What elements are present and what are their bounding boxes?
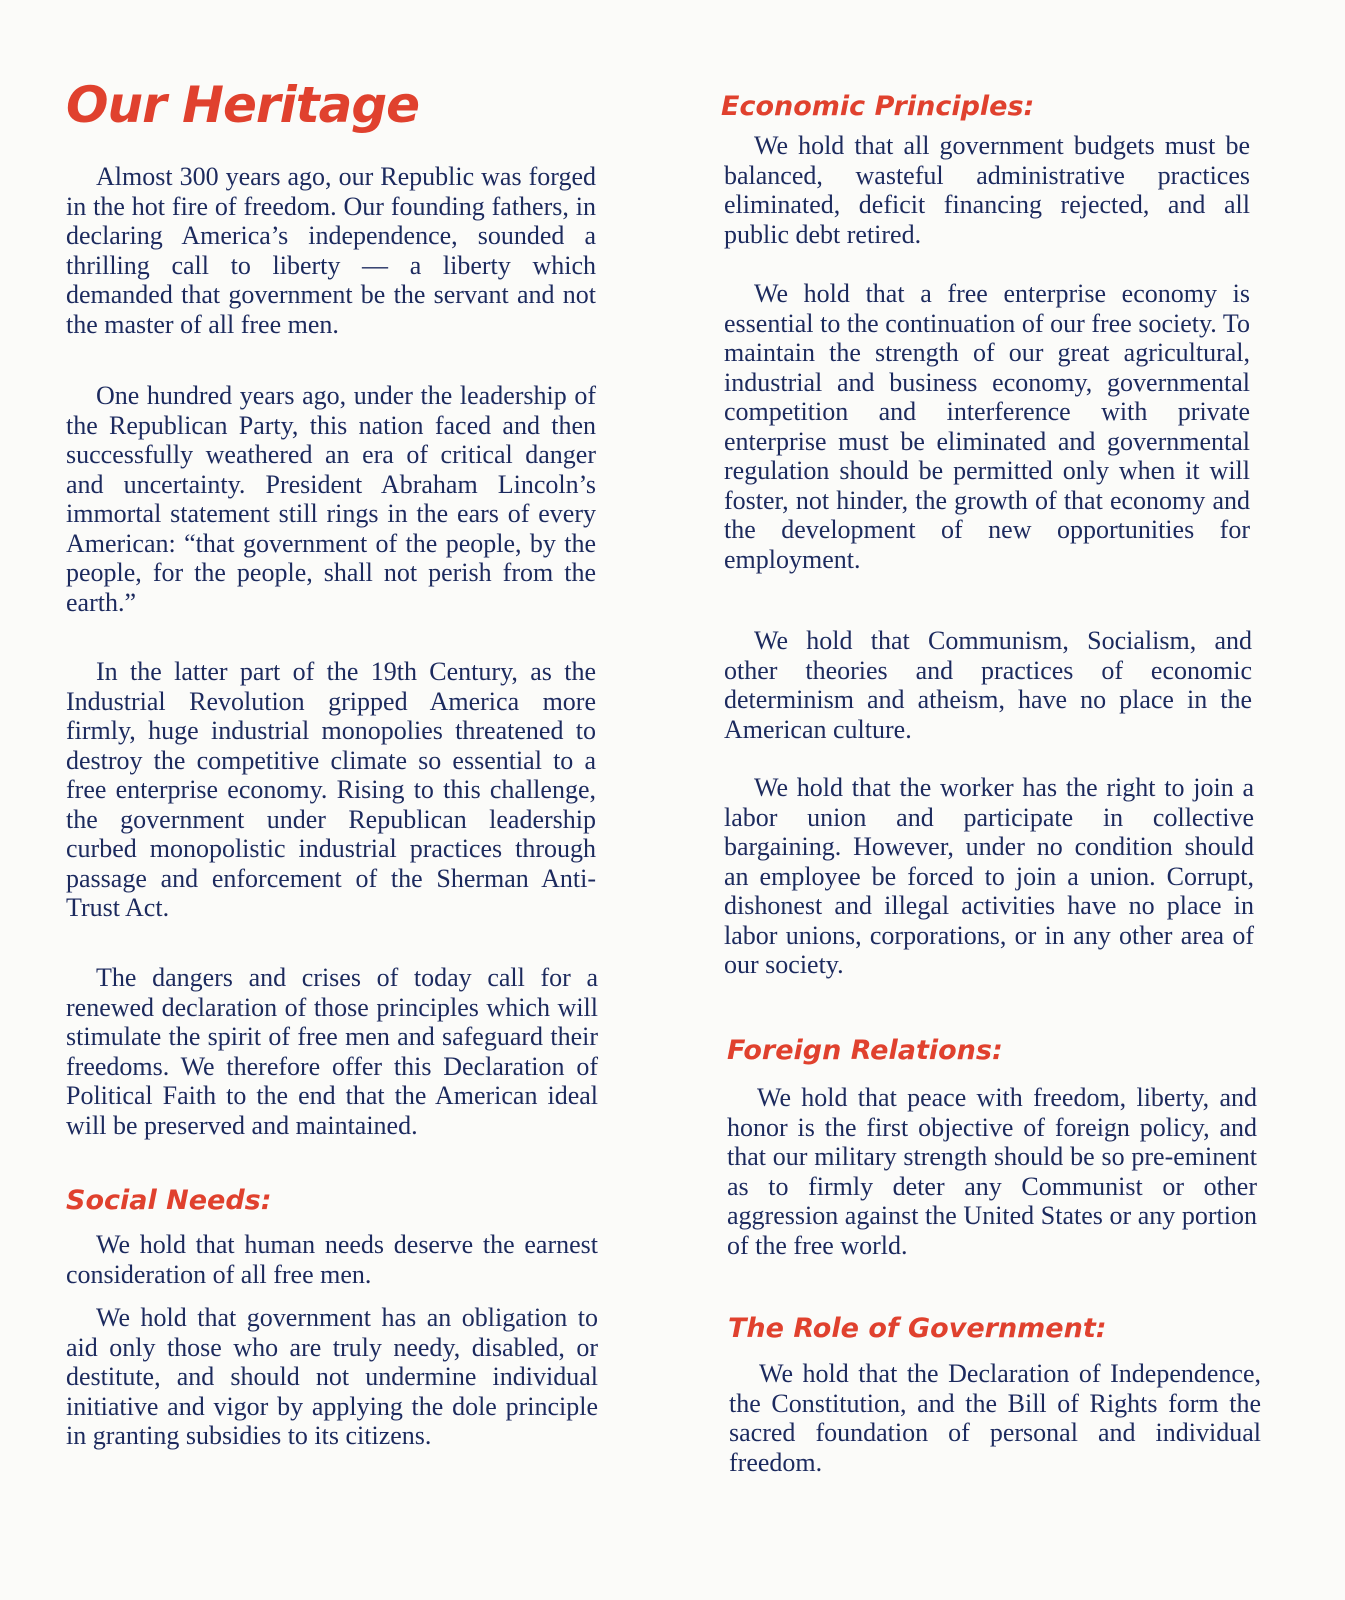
social-needs-paragraph-1: We hold that human needs deserve the earnest consideration of all free men. bbox=[66, 1230, 598, 1289]
social-needs-paragraph-2: We hold that government has an obligation to aid only those who are truly needy, disabled, or destitute, and should not undermine individual initiative and vigor by applying the dole principle in granting subsidies to its citizens. bbox=[66, 1303, 598, 1450]
economic-principles-heading: Economic Principles: bbox=[721, 91, 1035, 122]
foreign-relations-paragraph-1: We hold that peace with freedom, liberty, and honor is the first objective of foreign policy, and that our military strength should be so pre-eminent as to firmly deter any Communist or other aggression against the United States or any portion of the free world. bbox=[727, 1083, 1257, 1260]
social-needs-heading: Social Needs: bbox=[66, 1185, 272, 1216]
heritage-paragraph-3: In the latter part of the 19th Century, as the Industrial Revolution gripped America more firmly, huge industrial monopolies threatened to destroy the competitive climate so essential to a free enterprise economy. Rising to this challenge, the government under Republican leadership curbed monopolistic industrial practices through passage and enforcement of the Sherman Anti-Trust Act. bbox=[66, 657, 596, 922]
economic-paragraph-2: We hold that a free enterprise economy is essential to the continuation of our free society. To maintain the strength of our great agricultural, industrial and business economy, governmental competition and interference with private enterprise must be eliminated and governmental regulation should be permitted only when it will foster, not hinder, the growth of that economy and the development of new opportunities for employment. bbox=[724, 279, 1250, 574]
role-of-government-paragraph-1: We hold that the Declaration of Independence, the Constitution, and the Bill of Rights form the sacred foundation of personal and individual freedom. bbox=[729, 1359, 1261, 1477]
heritage-paragraph-4: The dangers and crises of today call for a renewed declaration of those principles which will stimulate the spirit of free men and safeguard their freedoms. We therefore offer this Declaration of Political Faith to the end that the American ideal will be preserved and maintained. bbox=[66, 963, 598, 1140]
foreign-relations-heading: Foreign Relations: bbox=[727, 1035, 1003, 1066]
heritage-paragraph-1: Almost 300 years ago, our Republic was forged in the hot fire of freedom. Our founding fathers, in declaring America’s independence, sounded a thrilling call to liberty — a liberty which demanded that government be the servant and not the master of all free men. bbox=[66, 162, 596, 339]
economic-paragraph-3: We hold that Communism, Socialism, and other theories and practices of economic determinism and atheism, have no place in the American culture. bbox=[724, 626, 1252, 744]
heritage-paragraph-2: One hundred years ago, under the leadership of the Republican Party, this nation faced and then successfully weathered an era of critical danger and uncertainty. President Abraham Lincoln’s immortal statement still rings in the ears of every American: “that government of the people, by the people, for the people, shall not perish from the earth.” bbox=[66, 381, 596, 617]
page-title: Our Heritage bbox=[66, 76, 420, 134]
role-of-government-heading: The Role of Government: bbox=[728, 1313, 1107, 1344]
economic-paragraph-1: We hold that all government budgets must be balanced, wasteful administrative practices eliminated, deficit financing rejected, and all public debt retired. bbox=[724, 131, 1250, 249]
economic-paragraph-4: We hold that the worker has the right to join a labor union and participate in collective bargaining. However, under no condition should an employee be forced to join a union. Corrupt, dishonest and illegal activities have no place in labor unions, corporations, or in any other area of our society. bbox=[724, 773, 1254, 979]
